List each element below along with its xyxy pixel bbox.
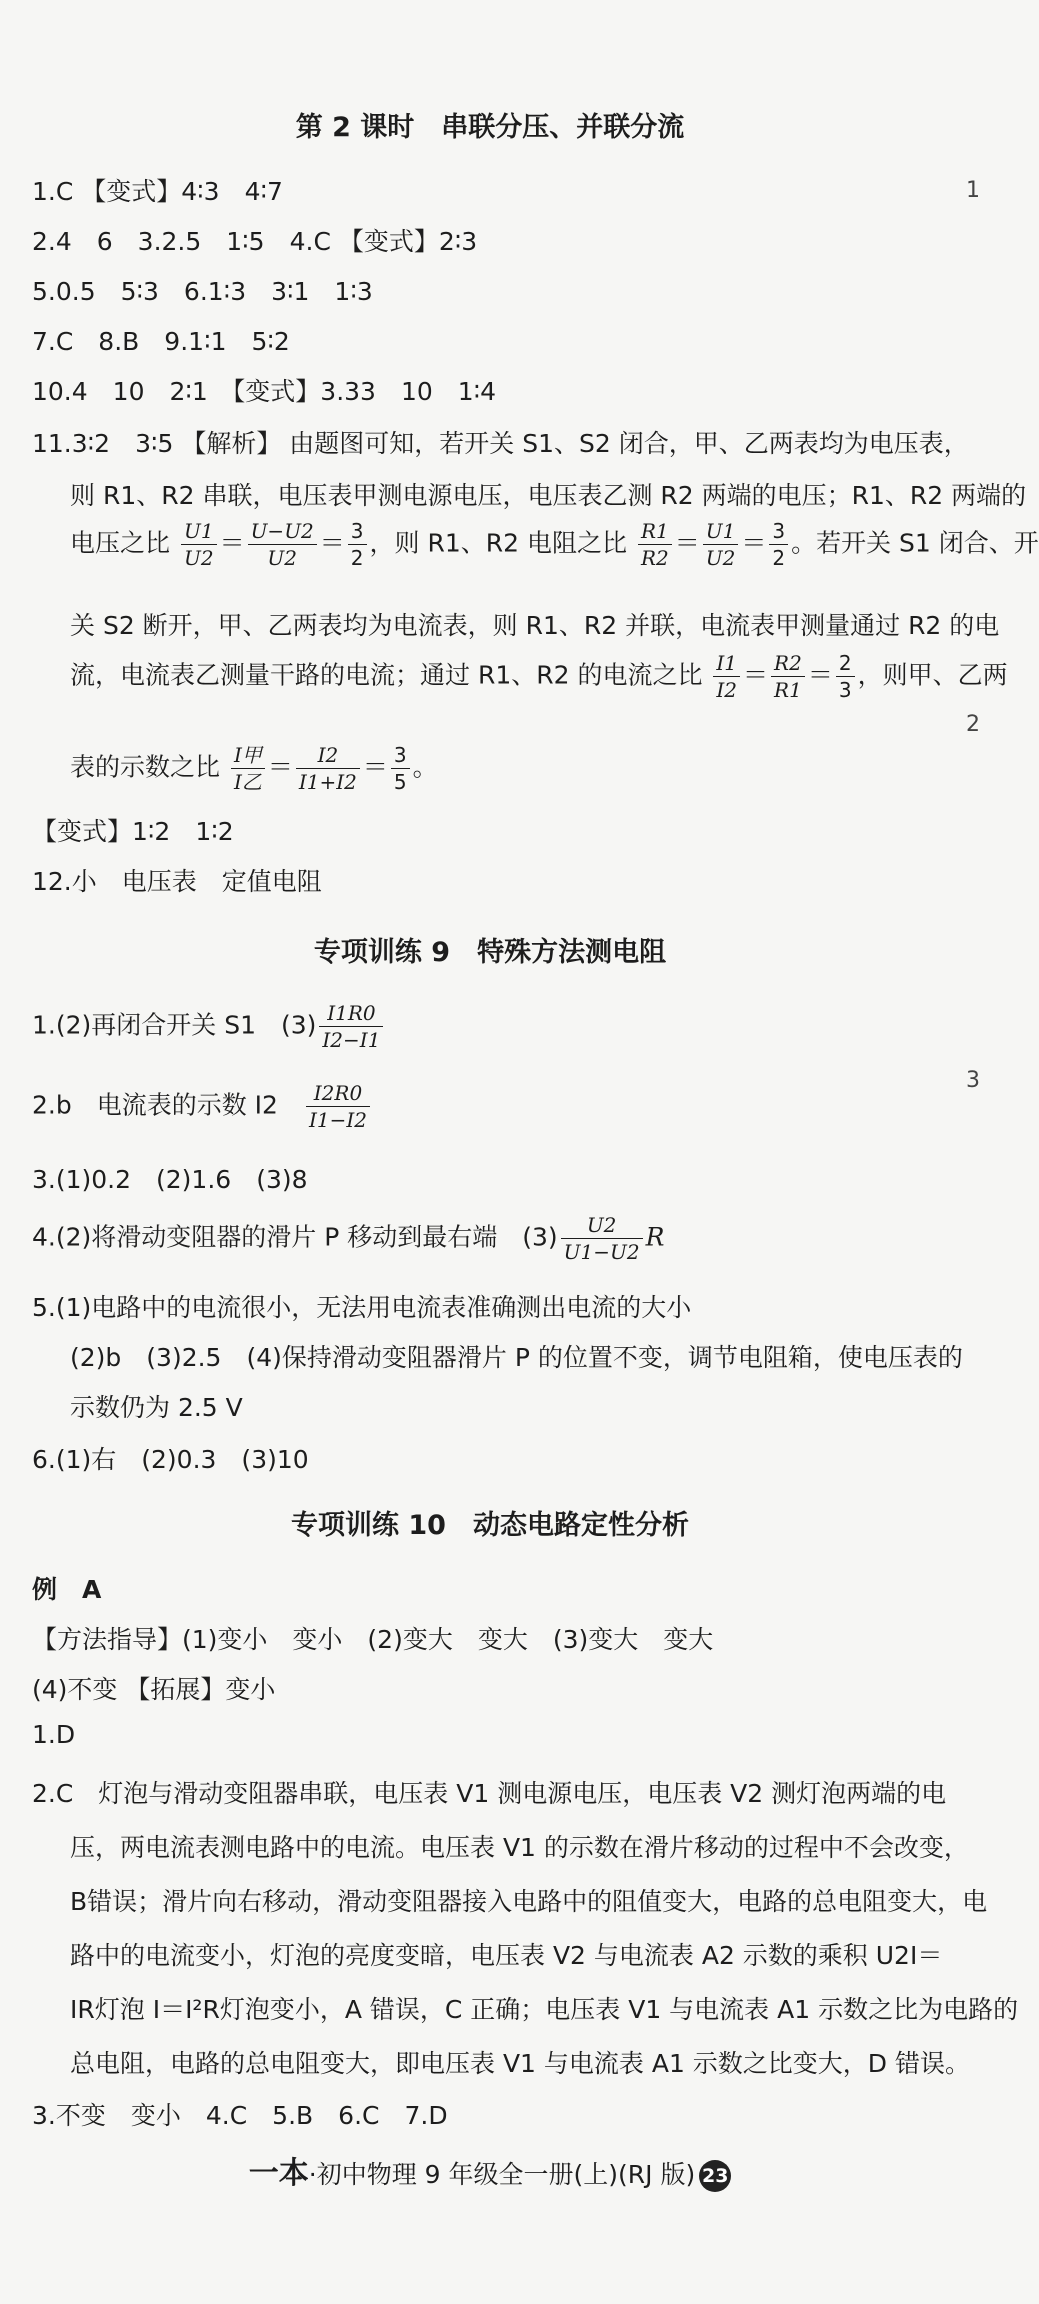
text: 2.b 电流表的示数 I2: [32, 1090, 278, 1120]
section-title: 第 2 课时 串联分压、并联分流: [295, 112, 685, 143]
text: 4.(2)将滑动变阻器的滑片 P 移动到最右端 (3): [32, 1222, 558, 1252]
analysis-line: 则 R1、R2 串联，电压表甲测电源电压，电压表乙测 R2 两端的电压；R1、R2 两端的: [70, 481, 1027, 510]
answer-line: 3.不变 变小 4.C 5.B 6.C 7.D: [32, 2101, 448, 2130]
fraction: $\frac{I1R0}{I2-I1}$: [319, 1000, 383, 1053]
answer-line: 10.4 10 2∶1 【变式】3.33 10 1∶4: [32, 377, 497, 406]
text: 电压之比: [70, 528, 171, 558]
answer-line: 示数仍为 2.5 V: [70, 1393, 243, 1422]
answer-line: 5.0.5 5∶3 6.1∶3 3∶1 1∶3: [32, 277, 373, 306]
answer-line: (2)b (3)2.5 (4)保持滑动变阻器滑片 P 的位置不变，调节电阻箱，使电压表的: [70, 1343, 963, 1372]
page-footer: [0, 2148, 980, 2192]
brand: 一本: [248, 2156, 309, 2191]
page-number-badge: 23: [699, 2160, 731, 2192]
answer-line: [32, 1212, 664, 1265]
answer-line: 1.D: [32, 1720, 76, 1749]
edge-mark: 1: [966, 178, 980, 203]
text: 表的示数之比: [70, 752, 221, 782]
analysis-line: IR灯泡 I＝I²R灯泡变小，A 错误，C 正确；电压表 V1 与电流表 A1 示数之比为电路的: [70, 1995, 1019, 2024]
answer-line: [32, 1000, 386, 1053]
fraction: $\frac{I2R0}{I1-I2}$: [306, 1080, 370, 1133]
method-line: 【方法指导】(1)变小 变小 (2)变大 变大 (3)变大 变大: [32, 1625, 714, 1654]
fraction: I甲 I乙: [231, 742, 265, 795]
fraction: $\frac{U2}{U1-U2}$: [561, 1212, 643, 1265]
fraction: $\frac{I1}{I2}$: [713, 650, 740, 703]
analysis-line: 11.3∶2 3∶5 【解析】 由题图可知，若开关 S1、S2 闭合，甲、乙两表均为电压表，: [32, 429, 969, 458]
answer-line: 【变式】1∶2 1∶2: [32, 817, 234, 846]
analysis-line: B错误；滑片向右移动，滑动变阻器接入电路中的阻值变大，电路的总电阻变大，电: [70, 1887, 988, 1916]
fraction: $\frac{R2}{R1}$: [771, 650, 805, 703]
answer-line: 6.(1)右 (2)0.3 (3)10: [32, 1445, 309, 1474]
example-line: 例 A: [32, 1575, 102, 1604]
method-line: (4)不变 【拓展】变小: [32, 1675, 276, 1704]
fraction: $\frac{3}{2}$: [769, 518, 788, 571]
edge-mark: 2: [966, 712, 980, 737]
fraction: $\frac{3}{2}$: [348, 518, 367, 571]
analysis-line: 压，两电流表测电路中的电流。电压表 V1 的示数在滑片移动的过程中不会改变，: [70, 1833, 969, 1862]
answer-line: 12.小 电压表 定值电阻: [32, 867, 322, 896]
text: 1.(2)再闭合开关 S1 (3): [32, 1010, 317, 1040]
section-title: 专项训练 10 动态电路定性分析: [291, 1510, 689, 1541]
edge-mark: 3: [966, 1068, 980, 1093]
text: R: [645, 1222, 665, 1252]
text: ，则 R1、R2 电阻之比: [369, 528, 627, 558]
fraction: $\frac{U-U2}{U2}$: [248, 518, 317, 571]
fraction: $\frac{3}{5}$: [391, 742, 410, 795]
fraction: $\frac{U1}{U2}$: [181, 518, 217, 571]
answer-line: 7.C 8.B 9.1∶1 5∶2: [32, 327, 290, 356]
fraction: $\frac{R1}{R2}$: [638, 518, 672, 571]
analysis-line-fractions: 表的示数之比 I甲 I乙 ＝ $\frac{I2}{I1+I2}$ ＝ $\frac{3}{5}$ 。: [70, 743, 438, 794]
answer-line: 1.C 【变式】4∶3 4∶7: [32, 177, 283, 206]
analysis-line: 2.C 灯泡与滑动变阻器串联，电压表 V1 测电源电压，电压表 V2 测灯泡两端的电: [32, 1779, 947, 1808]
fraction: $\frac{U1}{U2}$: [703, 518, 739, 571]
text: ，则甲、乙两: [857, 660, 1008, 690]
fraction: $\frac{2}{3}$: [836, 650, 855, 703]
answer-line: [32, 1080, 373, 1133]
analysis-line: 路中的电流变小，灯泡的亮度变暗，电压表 V2 与电流表 A2 示数的乘积 U2I＝: [70, 1941, 943, 1970]
text: 。: [412, 752, 438, 782]
analysis-line: 总电阻，电路的总电阻变大，即电压表 V1 与电流表 A1 示数之比变大，D 错误。: [70, 2049, 971, 2078]
answer-line: 3.(1)0.2 (2)1.6 (3)8: [32, 1165, 308, 1194]
answer-line: 2.4 6 3.2.5 1∶5 4.C 【变式】2∶3: [32, 227, 478, 256]
analysis-line-fractions: 流，电流表乙测量干路的电流；通过 R1、R2 的电流之比 $\frac{I1}{I2}$ ＝ $\frac{R2}{R1}$ ＝ $\frac{2}{3}$ ，则甲、乙两: [70, 651, 1008, 702]
fraction: $\frac{I2}{I1+I2}$: [296, 742, 360, 795]
section-title: 专项训练 9 特殊方法测电阻: [313, 937, 667, 968]
analysis-line: 关 S2 断开，甲、乙两表均为电流表，则 R1、R2 并联，电流表甲测量通过 R2 的电: [70, 611, 1000, 640]
book-title: ·初中物理 9 年级全一册(上)(RJ 版): [308, 2160, 696, 2189]
answer-line: 5.(1)电路中的电流很小，无法用电流表准确测出电流的大小: [32, 1293, 692, 1322]
text: 流，电流表乙测量干路的电流；通过 R1、R2 的电流之比: [70, 660, 703, 690]
text: 。若开关 S1 闭合、开: [791, 528, 1039, 558]
analysis-line-fractions: 电压之比 $\frac{U1}{U2}$ ＝ $\frac{U-U2}{U2}$ ＝ $\frac{3}{2}$ ，则 R1、R2 电阻之比 $\frac{R1}{R2}$ ＝ $\frac{U1}{U2}$ ＝ $\frac{3}{2}$ 。若开关 S1 闭合、开: [70, 519, 1039, 570]
